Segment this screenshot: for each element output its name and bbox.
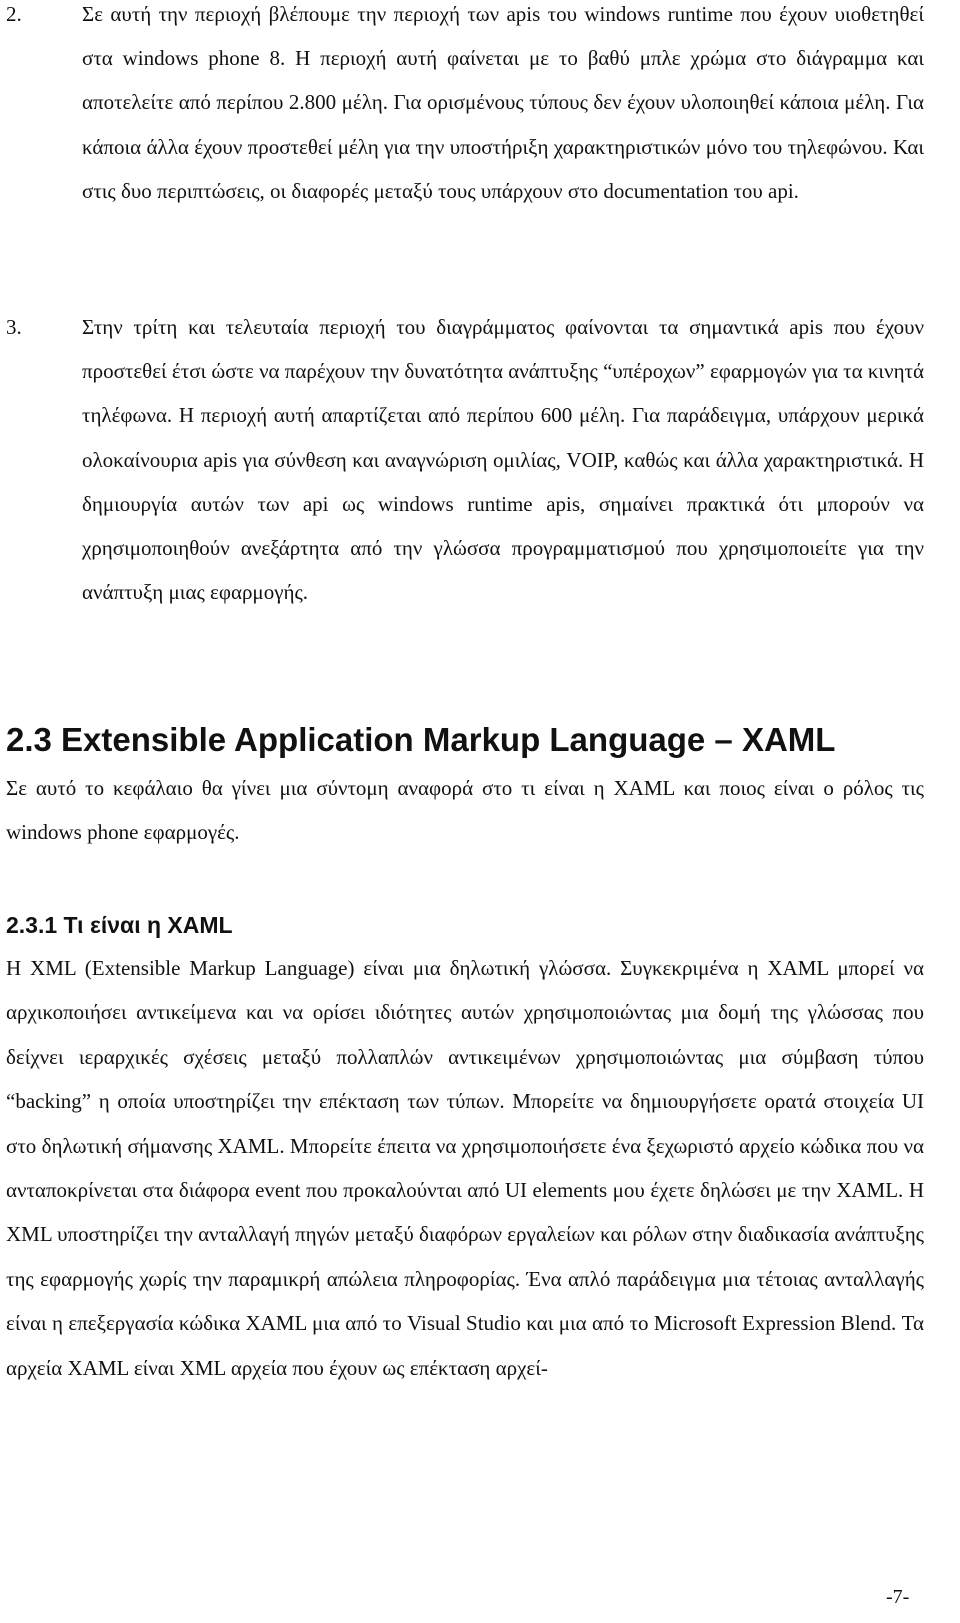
page-number: -7- (886, 1586, 910, 1608)
subsection-heading: 2.3.1 Τι είναι η XAML (6, 912, 233, 938)
list-item-text: Στην τρίτη και τελευταία περιοχή του διαγράμματος φαίνονται τα σημαντικά apis που έχουν προστεθεί έτσι ώστε να παρέχουν την δυνατότητα ανάπτυξης “υπέροχων” εφαρμογών για τα κινητά τηλέφωνα. Η περιοχή αυτή απαρτίζεται από περίπου 600 μέλη. Για παράδειγμα, υπάρχουν μερικά ολοκαίνουρια apis για σύνθεση και αναγνώριση ομιλίας, VOIP, καθώς και άλλα χαρακτηριστικά. Η δημιουργία αυτών των api ως windows runtime apis, σημαίνει πρακτικά ότι μπορούν να χρησιμοποιηθούν ανεξάρτητα από την γλώσσα προγραμματισμού που χρησιμοποιείτε για την ανάπτυξη μιας εφαρμογής. (82, 315, 924, 605)
list-item-number: 3. (6, 315, 22, 339)
list-item-text: Σε αυτή την περιοχή βλέπουμε την περιοχή των apis του windows runtime που έχουν υιοθετηθεί στα windows phone 8. Η περιοχή αυτή φαίνεται με το βαθύ μπλε χρώμα στο διάγραμμα και αποτελείτε από περίπου 2.800 μέλη. Για ορισμένους τύπους δεν έχουν υλοποιηθεί κάποια μέλη. Για κάποια άλλα έχουν προστεθεί μέλη για την υποστήριξη χαρακτηριστικών μόνο του τηλεφώνου. Και στις δυο περιπτώσεις, οι διαφορές μεταξύ τους υπάρχουν στο documentation του api. (82, 2, 924, 203)
section-heading: 2.3 Extensible Application Markup Language – XAML (6, 721, 836, 758)
list-item-number: 2. (6, 2, 22, 26)
subsection-paragraph: Η XML (Extensible Markup Language) είναι μια δηλωτική γλώσσα. Συγκεκριμένα η XAML μπορεί να αρχικοποιήσει αντικείμενα και να ορίσει ιδιότητες αυτών χρησιμοποιώντας μια δομή της γλώσσας που δείχνει ιεραρχικές σχέσεις μεταξύ πολλαπλών αντικειμένων χρησιμοποιώντας μια σύμβαση τύπου “backing” η οποία υποστηρίζει την επέκταση των τύπων. Μπορείτε να δημιουργήσετε ορατά στοιχεία UI στο δηλωτική σήμανσης XAML. Μπορείτε έπειτα να χρησιμοποιήσετε ένα ξεχωριστό αρχείο κώδικα που να ανταποκρίνεται στα διάφορα event που προκαλούνται από UI elements μου έχετε δηλώσει με την XAML. Η XML υποστηρίζει την ανταλλαγή πηγών μεταξύ διαφόρων εργαλείων και ρόλων στην διαδικασία ανάπτυξης της εφαρμογής χωρίς την παραμικρή απώλεια πληροφορίας. Ένα απλό παράδειγμα μια τέτοιας ανταλλαγής είναι η επεξεργασία κώδικα XAML μια από το Visual Studio και μια από το Microsoft Expression Blend. Τα αρχεία XAML είναι XML αρχεία που έχουν ως επέκταση αρχεί- (6, 956, 924, 1380)
section-intro-paragraph: Σε αυτό το κεφάλαιο θα γίνει μια σύντομη αναφορά στο τι είναι η XAML και ποιος είναι ο ρόλος τις windows phone εφαρμογές. (6, 776, 924, 844)
